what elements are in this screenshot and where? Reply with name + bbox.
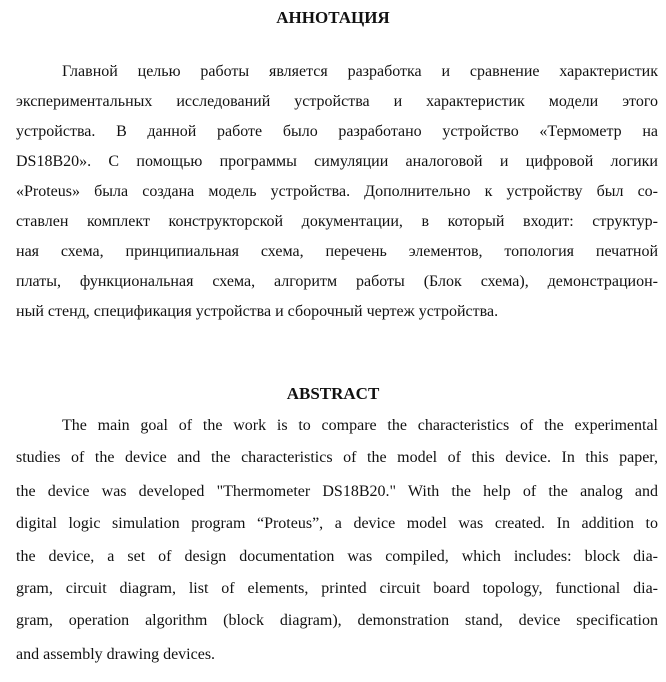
abstract-line: gram, operation algorithm (block diagram), demonstration stand, device specification bbox=[16, 612, 658, 629]
abstract-line: gram, circuit diagram, list of elements, printed circuit board topology, functional dia- bbox=[16, 580, 658, 597]
annotation-line: ный стенд, спецификация устройства и сборочный чертеж устройства. bbox=[16, 303, 499, 320]
abstract-line: the device was developed "Thermometer DS18B20." With the help of the analog and bbox=[16, 483, 658, 500]
annotation-heading: АННОТАЦИЯ bbox=[276, 8, 390, 27]
annotation-line: устройства. В данной работе было разработано устройство «Термометр на bbox=[16, 123, 658, 140]
abstract-line: The main goal of the work is to compare the characteristics of the experimental bbox=[62, 417, 658, 434]
abstract-line: digital logic simulation program “Proteus”, a device model was created. In addition to bbox=[16, 515, 658, 532]
annotation-line: Главной целью работы является разработка и сравнение характеристик bbox=[62, 63, 658, 80]
abstract-line: the device, a set of design documentation was compiled, which includes: block dia- bbox=[16, 548, 658, 565]
annotation-line: ставлен комплект конструкторской документации, в который входит: структур- bbox=[16, 213, 658, 230]
annotation-line: ная схема, принципиальная схема, перечень элементов, топология печатной bbox=[16, 243, 658, 260]
annotation-line: «Proteus» была создана модель устройства. Дополнительно к устройству был со- bbox=[16, 183, 658, 200]
abstract-line: and assembly drawing devices. bbox=[16, 646, 216, 663]
annotation-line: экспериментальных исследований устройства и характеристик модели этого bbox=[16, 93, 658, 110]
annotation-line: платы, функциональная схема, алгоритм работы (Блок схема), демонстрацион- bbox=[16, 273, 658, 290]
annotation-line: DS18B20». С помощью программы симуляции аналоговой и цифровой логики bbox=[16, 153, 658, 170]
abstract-line: studies of the device and the characteristics of the model of this device. In this paper, bbox=[16, 449, 658, 466]
abstract-heading: ABSTRACT bbox=[286, 384, 380, 403]
